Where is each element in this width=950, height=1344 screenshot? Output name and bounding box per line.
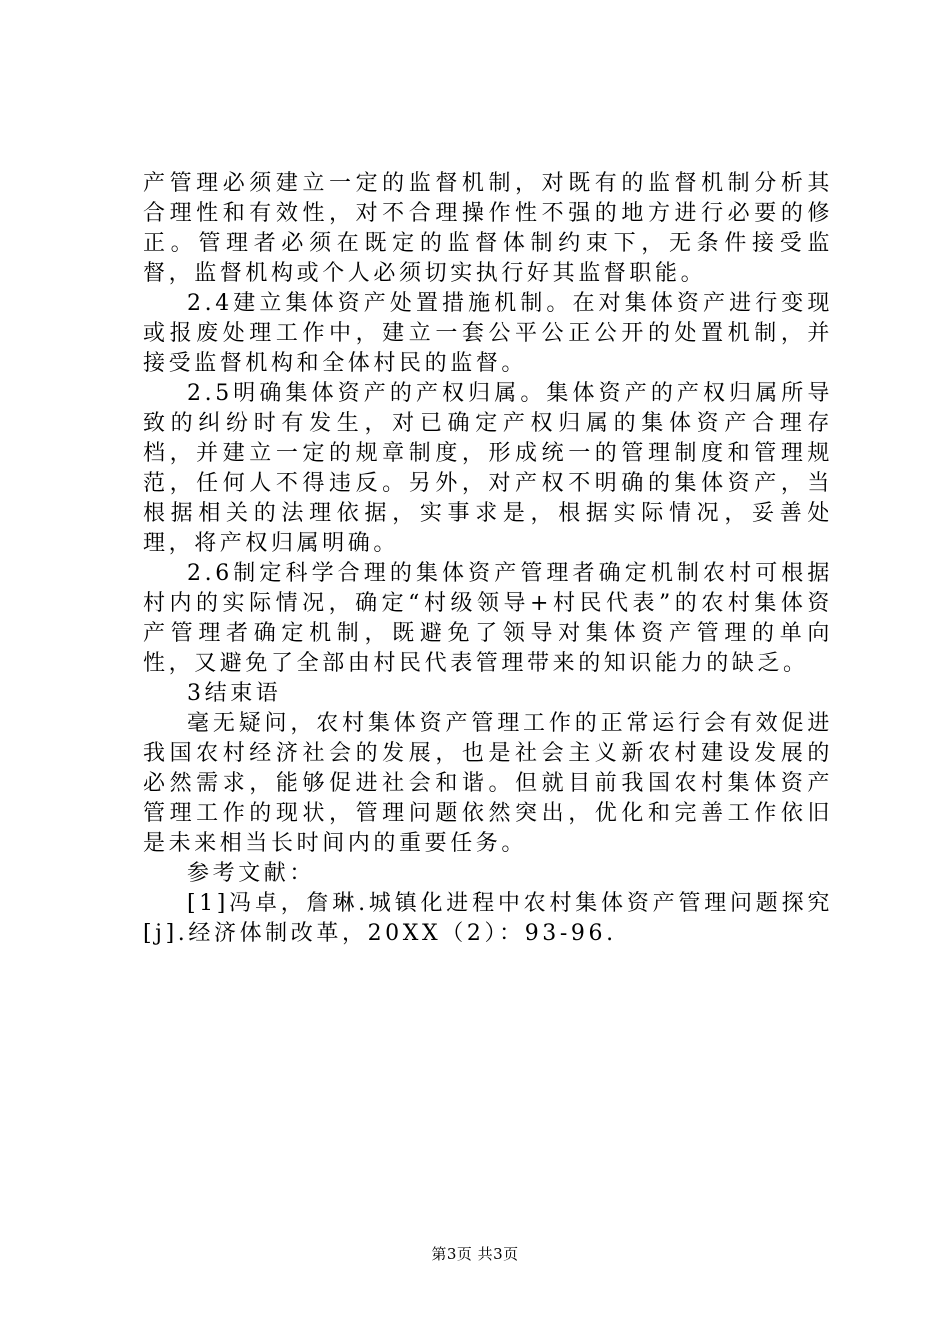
paragraph-supervision: 产管理必须建立一定的监督机制，对既有的监督机制分析其合理性和有效性，对不合理操作性不强的地方进行必要的修正。管理者必须在既定的监督体制约束下，无条件接受监督，监督机构或个人必须切实执行好其监督职能。 xyxy=(143,171,833,286)
references-heading: 参考文献： xyxy=(187,861,316,886)
section-heading-conclusion: 3结束语 xyxy=(187,681,282,706)
reference-item: [1]冯卓，詹琳.城镇化进程中农村集体资产管理问题探究[j].经济体制改革，20XX（2）：93-96. xyxy=(143,891,833,946)
page-number-footer: 第3页 共3页 xyxy=(431,1245,519,1263)
document-body xyxy=(143,169,833,949)
paragraph-conclusion: 毫无疑问，农村集体资产管理工作的正常运行会有效促进我国农村经济社会的发展，也是社会主义新农村建设发展的必然需求，能够促进社会和谐。但就目前我国农村集体资产管理工作的现状，管理问题依然突出，优化和完善工作依旧是未来相当长时间内的重要任务。 xyxy=(143,711,833,856)
paragraph-section-2-5: 2.5明确集体资产的产权归属。集体资产的产权归属所导致的纠纷时有发生，对已确定产权归属的集体资产合理存档，并建立一定的规章制度，形成统一的管理制度和管理规范，任何人不得违反。另外，对产权不明确的集体资产，当根据相关的法理依据，实事求是，根据实际情况，妥善处理，将产权归属明确。 xyxy=(143,381,833,556)
paragraph-section-2-6: 2.6制定科学合理的集体资产管理者确定机制农村可根据村内的实际情况，确定“村级领导+村民代表”的农村集体资产管理者确定机制，既避免了领导对集体资产管理的单向性，又避免了全部由村民代表管理带来的知识能力的缺乏。 xyxy=(143,561,833,676)
paragraph-section-2-4: 2.4建立集体资产处置措施机制。在对集体资产进行变现或报废处理工作中，建立一套公平公正公开的处置机制，并接受监督机构和全体村民的监督。 xyxy=(143,291,833,376)
